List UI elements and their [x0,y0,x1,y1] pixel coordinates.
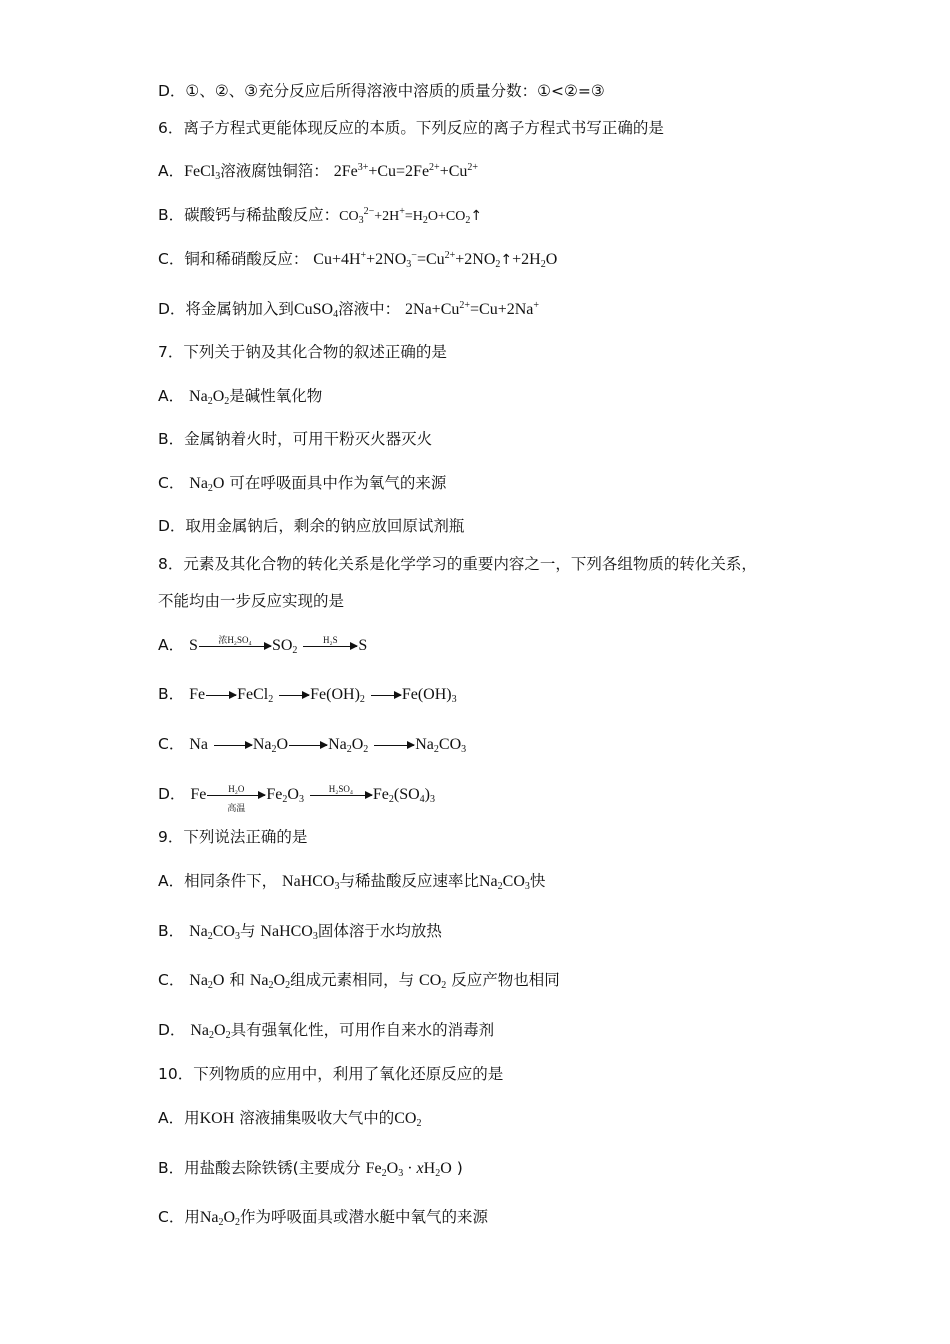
q9-option-d: D． $Na_2O_2$具有强氧化性，可用作自来水的消毒剂 [158,1021,495,1041]
q10-option-a: A．用KOH 溶液捕集吸收大气中的$CO_2$ [158,1109,422,1129]
q8-option-c: C． Na $Na_2O$ $Na_2O_2$ $Na_2CO_3$ [158,735,467,755]
q6-option-a: A．FeCl$_3$溶液腐蚀铜箔： $2Fe^{3+}+Cu=2Fe^{2+}+Cu^{2+}$ [158,162,479,182]
q7-stem: 7．下列关于钠及其化合物的叙述正确的是 [158,343,447,361]
q6-stem: 6．离子方程式更能体现反应的本质。下列反应的离子方程式书写正确的是 [158,119,664,137]
q7-option-a: A． $Na_2O_2$是碱性氧化物 [158,387,323,407]
q8-option-a: A． S 浓H₂SO₄ $SO_2$ H₂S S [158,634,368,656]
q9-stem: 9．下列说法正确的是 [158,828,308,846]
q9-option-a: A．相同条件下， NaHCO$_3$与稀盐酸反应速率比$Na_2CO_3$快 [158,872,546,892]
q7-option-c: C． $Na_2O$ 可在呼吸面具中作为氧气的来源 [158,474,447,494]
q7-option-d: D．取用金属钠后，剩余的钠应放回原试剂瓶 [158,517,465,535]
q8-option-d: D． Fe H₂O 高温 $Fe_2O_3$ H₂SO₄ $Fe_2(SO_4)_3$ [158,783,435,814]
q9-option-b: B． $Na_2CO_3$与 NaHCO$_3$固体溶于水均放热 [158,922,442,942]
q10-option-b: B．用盐酸去除铁锈(主要成分 $Fe_2O_3 \cdot xH_2O$ ) [158,1159,463,1179]
q8-stem-line1: 8．元素及其化合物的转化关系是化学学习的重要内容之一，下列各组物质的转化关系， [158,555,757,573]
q6-option-d: D．将金属钠加入到CuSO$_4$溶液中： $2Na+Cu^{2+}=Cu+2Na^+$ [158,300,540,320]
q6-option-b: B．碳酸钙与稀盐酸反应：$CO_3^{2-}+2H^+=H_2O+CO_2↑$ [158,206,483,226]
q10-option-c: C．用$Na_2O_2$作为呼吸面具或潜水艇中氧气的来源 [158,1208,489,1228]
q6-option-c: C．铜和稀硝酸反应： $Cu+4H^++2NO_3^-=Cu^{2+}+2NO_2↑+2H_2O$ [158,250,558,270]
q7-option-b: B．金属钠着火时，可用干粉灭火器灭火 [158,430,433,448]
q8-option-b: B． Fe FeCl$_2$ $Fe(OH)_2$ $Fe(OH)_3$ [158,685,457,705]
q10-stem: 10．下列物质的应用中，利用了氧化还原反应的是 [158,1065,504,1083]
q5-option-d: D．①、②、③充分反应后所得溶液中溶质的质量分数：①<②=③ [158,82,605,100]
q9-option-c: C． $Na_2O$ 和 $Na_2O_2$组成元素相同，与 $CO_2$ 反应产物也相同 [158,971,560,991]
q8-stem-line2: 不能均由一步反应实现的是 [158,592,345,610]
